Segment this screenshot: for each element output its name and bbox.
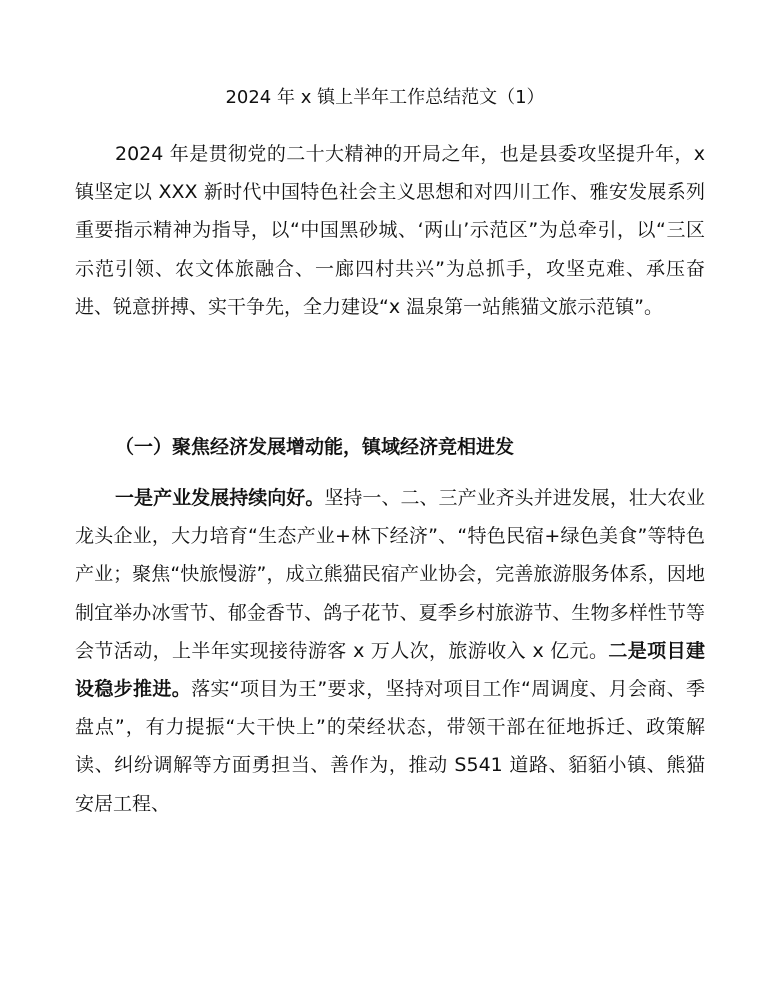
point2-label: 二是项目建设稳步推进。 (75, 639, 705, 701)
intro-paragraph: 2024 年是贯彻党的二十大精神的开局之年，也是县委攻坚提升年，x 镇坚定以 XXX 新时代中国特色社会主义思想和对四川工作、雅安发展系列重要指示精神为指导，以“中国黑砂城、‘两山’示范区”为总牵引，以“三区示范引领、农文体旅融合、一廊四村共兴”为总抓手，攻坚克难、承压奋进、锐意拼搏、实干争先，全力建设“x 温泉第一站熊猫文旅示范镇”。 (75, 143, 705, 318)
point1-label: 一是产业发展持续向好。 (115, 487, 325, 509)
body-paragraph (75, 479, 705, 823)
point1-text: 坚持一、二、三产业齐头并进发展，壮大农业龙头企业，大力培育“生态产业+林下经济”、“特色民宿+绿色美食”等特色产业；聚焦“快旅慢游”，成立熊猫民宿产业协会，完善旅游服务体系，因地制宜举办冰雪节、郁金香节、鸽子花节、夏季乡村旅游节、生物多样性节等会节活动，上半年实现接待游客 x 万人次，旅游收入 x 亿元。 (75, 487, 705, 662)
section-heading: （一）聚焦经济发展增动能，镇域经济竞相进发 (115, 436, 515, 458)
point2-text: 落实“项目为王”要求，坚持对项目工作“周调度、月会商、季盘点”，有力提振“大干快上”的荣经状态，带领干部在征地拆迁、政策解读、纠纷调解等方面勇担当、善作为，推动 S541 道路、貊貊小镇、熊猫安居工程、 (75, 678, 705, 815)
document-title: 2024 年 x 镇上半年工作总结范文（1） (225, 87, 545, 108)
